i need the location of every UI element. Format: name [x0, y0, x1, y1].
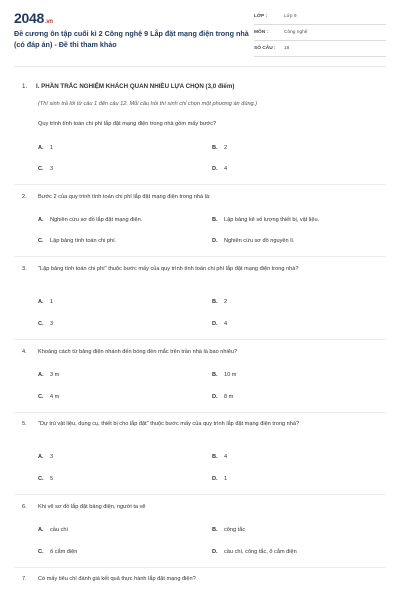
option-text: 1	[224, 476, 228, 482]
option-a[interactable]	[38, 145, 53, 151]
option-a[interactable]	[38, 217, 142, 223]
option-letter: D.	[212, 549, 218, 555]
option-letter: B.	[212, 454, 218, 460]
option-text: Lập bảng tính toán chi phí.	[50, 238, 117, 244]
option-letter: B.	[212, 372, 218, 378]
option-letter: C.	[38, 238, 44, 244]
option-text: ổ cắm điện	[50, 549, 78, 555]
option-letter: B.	[212, 145, 218, 151]
option-text: 1	[50, 299, 54, 305]
option-text: 4 m	[50, 394, 60, 400]
option-text: 3	[50, 166, 54, 172]
option-letter: A.	[38, 217, 44, 223]
question-divider	[14, 412, 386, 413]
option-text: 2	[224, 145, 228, 151]
option-b[interactable]	[212, 217, 319, 223]
meta-class-label: LỚP :	[254, 14, 268, 19]
option-d[interactable]	[212, 166, 227, 172]
question-text: "Dự trù vật liệu, dụng cụ, thiết bị cho lắp đặt" thuộc bước mấy của quy trình lắp đặt mạng điện trong nhà?	[38, 421, 300, 427]
option-b[interactable]	[212, 454, 227, 460]
option-letter: B.	[212, 217, 218, 223]
option-letter: D.	[212, 394, 218, 400]
option-letter: A.	[38, 299, 44, 305]
option-b[interactable]	[212, 299, 227, 305]
option-text: 5	[50, 476, 54, 482]
option-text: 8 m	[224, 394, 234, 400]
option-text: công tắc	[224, 527, 246, 533]
question-number: 5.	[22, 421, 27, 427]
option-letter: B.	[212, 527, 218, 533]
option-letter: A.	[38, 527, 44, 533]
option-b[interactable]	[212, 372, 236, 378]
section-note: (Thí sinh trả lời từ câu 1 đến câu 12. Mỗi câu hỏi thí sinh chỉ chọn một phương án đúng.)	[38, 101, 258, 107]
question-number: 4.	[22, 349, 27, 355]
question-text: Quy trình tính toán chi phí lắp đặt mạng điện trong nhà gồm mấy bước?	[38, 121, 217, 127]
option-text: Nghiên cứu sơ đồ nguyên lí.	[224, 238, 295, 244]
option-c[interactable]	[38, 321, 53, 327]
option-a[interactable]	[38, 372, 59, 378]
option-d[interactable]	[212, 238, 295, 244]
option-c[interactable]	[38, 166, 53, 172]
option-d[interactable]	[212, 321, 227, 327]
meta-subject-value: Công nghệ	[284, 30, 308, 35]
meta-count-value: 18	[284, 46, 290, 51]
option-text: Lập bảng kê số lượng thiết bị, vật liệu.	[224, 217, 320, 223]
meta-count-label: SỐ CÂU :	[254, 46, 276, 51]
option-text: 3	[50, 321, 54, 327]
question-number: 7.	[22, 576, 27, 582]
question-text: Khi vẽ sơ đồ lắp đặt bảng điện, người ta vẽ	[38, 504, 146, 510]
option-letter: B.	[212, 299, 218, 305]
option-text: Nghiên cứu sơ đồ lắp đặt mạng điện.	[50, 217, 143, 223]
question-text: Có mấy tiêu chí đánh giá kết quả thực hành lắp đặt mạng điện?	[38, 576, 196, 582]
option-text: 4	[224, 321, 228, 327]
option-c[interactable]	[38, 394, 59, 400]
option-letter: A.	[38, 372, 44, 378]
option-letter: C.	[38, 321, 44, 327]
option-letter: D.	[212, 476, 218, 482]
option-text: 4	[224, 454, 228, 460]
option-c[interactable]	[38, 549, 77, 555]
question-divider	[14, 339, 386, 340]
option-text: 10 m	[224, 372, 237, 378]
option-text: 2	[224, 299, 228, 305]
option-a[interactable]	[38, 454, 53, 460]
option-letter: C.	[38, 549, 44, 555]
question-text: "Lập bảng tính toán chi phí" thuộc bước mấy của quy trình tính toán chi phí lắp đặt mạng điện trong nhà?	[38, 266, 299, 272]
question-number: 3.	[22, 266, 27, 272]
section-title	[22, 83, 234, 90]
option-text: cầu chì	[50, 527, 69, 533]
option-text: 3 m	[50, 372, 60, 378]
option-text: 1	[50, 145, 54, 151]
option-d[interactable]	[212, 549, 297, 555]
option-letter: C.	[38, 394, 44, 400]
option-letter: A.	[38, 454, 44, 460]
option-text: 4	[224, 166, 228, 172]
option-text: cầu chì, công tắc, ổ cắm điện	[224, 549, 297, 555]
section-title-text: I. PHẦN TRẮC NGHIỆM KHÁCH QUAN NHIỀU LỰA CHỌN (3,0 điểm)	[36, 83, 235, 90]
option-letter: D.	[212, 238, 218, 244]
question-divider	[14, 184, 386, 185]
question-text: Khoảng cách từ bảng điện nhánh đến bóng đèn mắc trên trần nhà là bao nhiêu?	[38, 349, 238, 355]
logo-text: 2048	[14, 10, 44, 26]
document-title: Đề cương ôn tập cuối kì 2 Công nghệ 9 Lắp đặt mạng điện trong nhà (có đáp án) - Đề thi tham khảo	[14, 29, 249, 49]
question-text: Bước 2 của quy trình tính toán chi phí lắp đặt mạng điện trong nhà là:	[38, 194, 211, 200]
logo-suffix: .vn	[44, 19, 53, 25]
meta-class-value: Lớp 9	[284, 14, 297, 19]
option-letter: C.	[38, 476, 44, 482]
option-b[interactable]	[212, 145, 227, 151]
option-c[interactable]	[38, 476, 53, 482]
option-a[interactable]	[38, 299, 53, 305]
question-number: 6.	[22, 504, 27, 510]
question-divider	[14, 494, 386, 495]
meta-subject-label: MÔN :	[254, 30, 269, 35]
option-letter: D.	[212, 166, 218, 172]
option-text: 3	[50, 454, 54, 460]
option-a[interactable]	[38, 527, 68, 533]
option-c[interactable]	[38, 238, 116, 244]
section-number: 1.	[22, 83, 28, 90]
question-divider	[14, 256, 386, 257]
option-letter: A.	[38, 145, 44, 151]
question-number: 2.	[22, 194, 27, 200]
option-letter: C.	[38, 166, 44, 172]
option-b[interactable]	[212, 527, 245, 533]
option-d[interactable]	[212, 476, 227, 482]
option-letter: D.	[212, 321, 218, 327]
option-d[interactable]	[212, 394, 233, 400]
question-divider	[14, 567, 386, 568]
